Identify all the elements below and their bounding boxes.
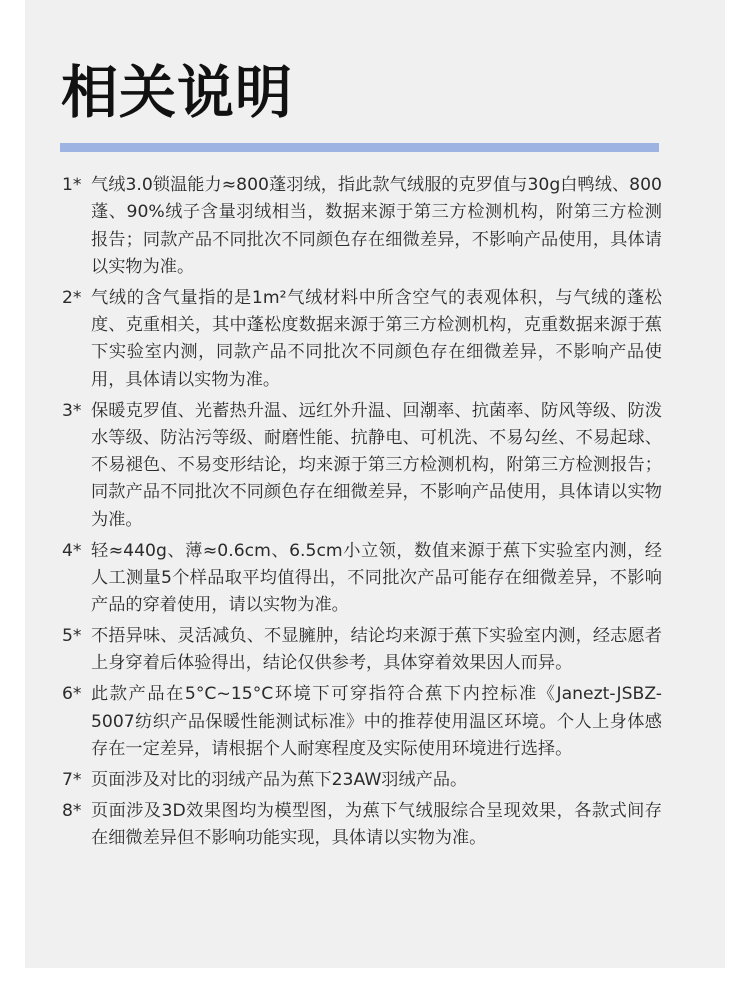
note-number: 6* (62, 684, 82, 705)
note-item-8 (62, 798, 662, 853)
note-item-5 (62, 623, 662, 678)
note-item-6 (62, 681, 662, 763)
note-text: 页面涉及3D效果图均为模型图，为蕉下气绒服综合呈现效果，各款式间存在细微差异但不影响功能实现，具体请以实物为准。 (91, 800, 662, 848)
note-item-2 (62, 285, 662, 394)
note-number: 3* (62, 400, 82, 421)
note-number: 2* (62, 287, 82, 308)
note-number: 8* (62, 800, 82, 821)
note-item-1 (62, 172, 662, 281)
note-text: 页面涉及对比的羽绒产品为蕉下23AW羽绒产品。 (91, 769, 468, 790)
note-number: 1* (62, 175, 82, 195)
note-text: 轻≈440g、薄≈0.6cm、6.5cm小立领，数值来源于蕉下实验室内测，经人工测量5个样品取平均值得出，不同批次产品可能存在细微差异，不影响产品的穿着使用，请以实物为准。 (91, 540, 662, 616)
note-number: 4* (62, 540, 82, 561)
title-divider (60, 143, 659, 152)
note-item-4 (62, 538, 662, 620)
notes-list (62, 172, 662, 856)
note-number: 5* (62, 626, 82, 647)
page-title: 相关说明 (61, 60, 293, 126)
note-text: 气绒的含气量指的是1m²气绒材料中所含空气的表观体积，与气绒的蓬松度、克重相关，其中蓬松度数据来源于第三方检测机构，克重数据来源于蕉下实验室内测，同款产品不同批次不同颜色存在细微差异，不影响产品使用，具体请以实物为准。 (91, 287, 662, 390)
note-item-3 (62, 398, 662, 534)
note-text: 此款产品在5°C~15°C环境下可穿指符合蕉下内控标准《Janezt-JSBZ-5007纺织产品保暖性能测试标准》中的推荐使用温区环境。个人上身体感存在一定差异，请根据个人耐寒程度及实际使用环境进行选择。 (91, 684, 662, 759)
note-item-7 (62, 767, 662, 794)
note-text: 保暖克罗值、光蓄热升温、远红外升温、回潮率、抗菌率、防风等级、防泼水等级、防沾污等级、耐磨性能、抗静电、可机洗、不易勾丝、不易起球、不易褪色、不易变形结论，均来源于第三方检测机构，附第三方检测报告；同款产品不同批次不同颜色存在细微差异，不影响产品使用，具体请以实物为准。 (91, 400, 662, 530)
note-text: 气绒3.0锁温能力≈800蓬羽绒，指此款气绒服的克罗值与30g白鸭绒、800蓬、90%绒子含量羽绒相当，数据来源于第三方检测机构，附第三方检测报告；同款产品不同批次不同颜色存在细微差异，不影响产品使用，具体请以实物为准。 (91, 175, 662, 277)
note-number: 7* (62, 769, 82, 790)
note-text: 不捂异味、灵活减负、不显臃肿，结论均来源于蕉下实验室内测，经志愿者上身穿着后体验得出，结论仅供参考，具体穿着效果因人而异。 (91, 626, 662, 674)
